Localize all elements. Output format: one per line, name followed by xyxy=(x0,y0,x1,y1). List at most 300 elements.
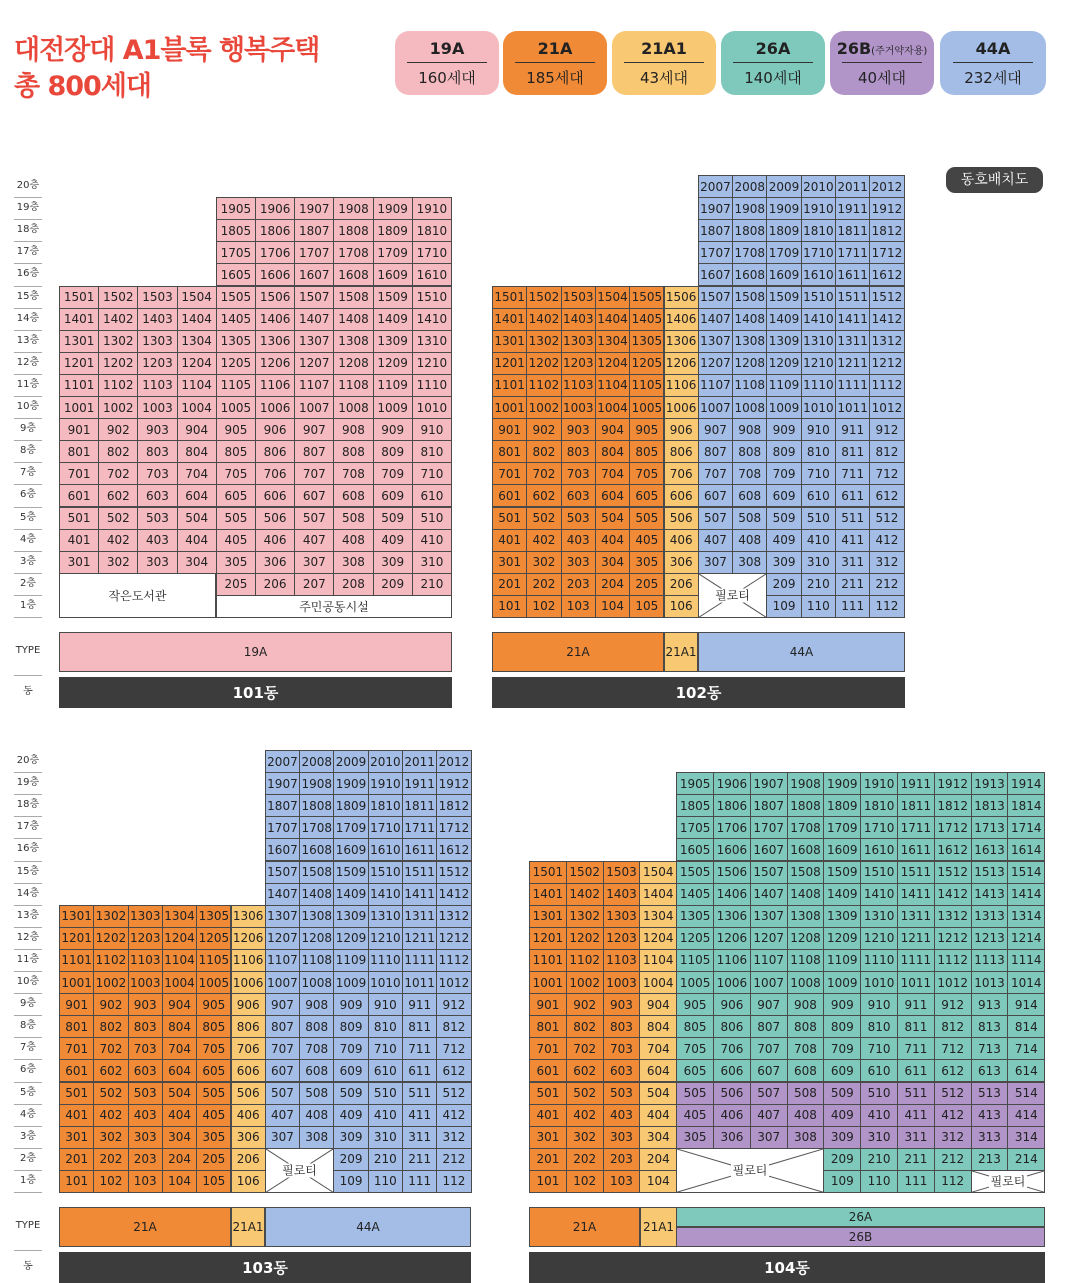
unit-cell: 1008 xyxy=(299,971,334,994)
unit-cell: 1012 xyxy=(436,971,471,994)
unit-cell: 1211 xyxy=(402,927,437,950)
unit-cell: 1514 xyxy=(1007,861,1045,884)
unit-cell: 801 xyxy=(59,1015,94,1038)
unit-cell: 403 xyxy=(128,1104,163,1127)
unit-cell: 1304 xyxy=(595,330,630,353)
unit-cell: 1710 xyxy=(368,816,403,839)
unit-cell: 2008 xyxy=(299,750,334,773)
unit-cell: 313 xyxy=(971,1126,1009,1149)
unit-cell: 810 xyxy=(860,1015,898,1038)
unit-cell: 204 xyxy=(639,1148,677,1171)
unit-cell: 2007 xyxy=(265,750,300,773)
unit-cell: 804 xyxy=(595,440,630,463)
unit-cell: 1303 xyxy=(603,905,641,928)
unit-cell: 1607 xyxy=(265,838,300,861)
unit-cell: 1208 xyxy=(732,352,767,375)
unit-cell: 509 xyxy=(766,507,801,530)
unit-cell: 1907 xyxy=(750,772,788,795)
legend-item-44a xyxy=(940,31,1046,95)
unit-cell: 1103 xyxy=(603,949,641,972)
unit-cell: 311 xyxy=(402,1126,437,1149)
unit-cell: 508 xyxy=(299,1082,334,1105)
unit-cell: 1306 xyxy=(231,905,266,928)
legend-count: 185세대 xyxy=(526,69,584,87)
pilotis-block xyxy=(265,1148,334,1193)
unit-cell: 203 xyxy=(128,1148,163,1171)
unit-cell: 1109 xyxy=(373,374,413,397)
unit-cell: 610 xyxy=(801,484,836,507)
unit-cell: 605 xyxy=(216,484,256,507)
unit-cell: 112 xyxy=(934,1170,972,1193)
unit-cell: 1908 xyxy=(333,197,373,220)
unit-cell: 1201 xyxy=(59,352,99,375)
unit-cell: 1506 xyxy=(255,286,295,309)
unit-cell: 1110 xyxy=(412,374,452,397)
legend-item-21a xyxy=(503,31,607,95)
unit-cell: 1004 xyxy=(177,396,217,419)
unit-cell: 410 xyxy=(860,1104,898,1127)
unit-cell: 1910 xyxy=(368,772,403,795)
unit-cell: 309 xyxy=(373,551,413,574)
unit-cell: 809 xyxy=(373,440,413,463)
unit-cell: 613 xyxy=(971,1059,1009,1082)
unit-cell: 1006 xyxy=(255,396,295,419)
unit-cell: 1607 xyxy=(750,838,788,861)
unit-cell: 903 xyxy=(128,993,163,1016)
unit-cell: 301 xyxy=(529,1126,567,1149)
unit-cell: 1108 xyxy=(787,949,825,972)
unit-cell: 1301 xyxy=(529,905,567,928)
unit-cell: 703 xyxy=(128,1037,163,1060)
legend-divider xyxy=(733,62,812,63)
unit-cell: 409 xyxy=(333,1104,368,1127)
unit-cell: 704 xyxy=(162,1037,197,1060)
unit-cell: 1106 xyxy=(231,949,266,972)
unit-cell: 505 xyxy=(216,507,256,530)
unit-cell: 1011 xyxy=(897,971,935,994)
unit-cell: 1806 xyxy=(255,219,295,242)
unit-cell: 902 xyxy=(98,418,138,441)
unit-cell: 706 xyxy=(255,462,295,485)
bottom-floor-label: 15층 xyxy=(16,865,40,877)
unit-cell: 1403 xyxy=(137,308,177,331)
unit-cell: 1303 xyxy=(128,905,163,928)
unit-cell: 708 xyxy=(299,1037,334,1060)
unit-cell: 1406 xyxy=(255,308,295,331)
building-name: 104동 xyxy=(529,1252,1045,1283)
unit-cell: 1110 xyxy=(860,949,898,972)
unit-cell: 602 xyxy=(98,484,138,507)
unit-cell: 1102 xyxy=(98,374,138,397)
unit-cell: 109 xyxy=(823,1170,861,1193)
unit-cell: 905 xyxy=(216,418,256,441)
unit-cell: 511 xyxy=(402,1082,437,1105)
unit-cell: 1204 xyxy=(595,352,630,375)
unit-cell: 304 xyxy=(177,551,217,574)
unit-cell: 605 xyxy=(676,1059,714,1082)
unit-cell: 1208 xyxy=(299,927,334,950)
legend-item-26b xyxy=(830,31,934,95)
unit-cell: 1302 xyxy=(98,330,138,353)
unit-cell: 1111 xyxy=(897,949,935,972)
bottom-floor-label: 14층 xyxy=(16,887,40,899)
unit-cell: 1405 xyxy=(629,308,664,331)
bottom-floor-label: 5층 xyxy=(19,1086,37,1098)
unit-cell: 1508 xyxy=(787,861,825,884)
unit-cell: 703 xyxy=(603,1037,641,1060)
unit-cell: 712 xyxy=(934,1037,972,1060)
unit-cell: 1301 xyxy=(59,905,94,928)
unit-cell: 1411 xyxy=(897,883,935,906)
unit-cell: 1611 xyxy=(897,838,935,861)
unit-cell: 1408 xyxy=(333,308,373,331)
unit-cell: 401 xyxy=(492,529,527,552)
legend-count: 43세대 xyxy=(639,69,689,87)
unit-cell: 603 xyxy=(561,484,596,507)
unit-cell: 802 xyxy=(526,440,561,463)
unit-cell: 1410 xyxy=(860,883,898,906)
unit-cell: 702 xyxy=(566,1037,604,1060)
unit-cell: 2012 xyxy=(436,750,471,773)
unit-cell: 1309 xyxy=(766,330,801,353)
unit-cell: 809 xyxy=(766,440,801,463)
unit-cell: 1007 xyxy=(294,396,334,419)
unit-cell: 1608 xyxy=(299,838,334,861)
unit-cell: 1108 xyxy=(299,949,334,972)
unit-cell: 705 xyxy=(196,1037,231,1060)
unit-cell: 1807 xyxy=(294,219,334,242)
unit-cell: 1504 xyxy=(639,861,677,884)
unit-cell: 2008 xyxy=(732,175,767,198)
unit-cell: 1212 xyxy=(436,927,471,950)
unit-cell: 1612 xyxy=(934,838,972,861)
unit-cell: 910 xyxy=(412,418,452,441)
unit-cell: 1504 xyxy=(177,286,217,309)
unit-cell: 513 xyxy=(971,1082,1009,1105)
unit-cell: 1813 xyxy=(971,794,1009,817)
type-bar-26b: 26B xyxy=(676,1227,1045,1247)
unit-cell: 1205 xyxy=(629,352,664,375)
unit-cell: 703 xyxy=(137,462,177,485)
unit-cell: 1406 xyxy=(713,883,751,906)
bottom-floor-label: 3층 xyxy=(19,1130,37,1142)
unit-cell: 111 xyxy=(897,1170,935,1193)
unit-cell: 1411 xyxy=(402,883,437,906)
unit-cell: 506 xyxy=(231,1082,266,1105)
unit-cell: 908 xyxy=(299,993,334,1016)
unit-cell: 514 xyxy=(1007,1082,1045,1105)
page-title-line2: 총 800세대 xyxy=(14,71,152,102)
unit-cell: 1108 xyxy=(732,374,767,397)
unit-cell: 1911 xyxy=(402,772,437,795)
unit-cell: 309 xyxy=(823,1126,861,1149)
unit-cell: 1308 xyxy=(333,330,373,353)
bottom-floor-label: 16층 xyxy=(16,843,40,855)
unit-cell: 1508 xyxy=(299,861,334,884)
unit-cell: 911 xyxy=(402,993,437,1016)
unit-cell: 1907 xyxy=(265,772,300,795)
unit-cell: 1006 xyxy=(713,971,751,994)
unit-cell: 405 xyxy=(216,529,256,552)
unit-cell: 1309 xyxy=(373,330,413,353)
top-floor-label: 11층 xyxy=(16,378,40,390)
unit-cell: 1105 xyxy=(216,374,256,397)
unit-cell: 510 xyxy=(860,1082,898,1105)
unit-cell: 1401 xyxy=(492,308,527,331)
unit-cell: 1307 xyxy=(265,905,300,928)
unit-cell: 1814 xyxy=(1007,794,1045,817)
unit-cell: 803 xyxy=(603,1015,641,1038)
unit-cell: 1707 xyxy=(294,241,334,264)
unit-cell: 1005 xyxy=(676,971,714,994)
building-name: 102동 xyxy=(492,677,905,708)
unit-cell: 1001 xyxy=(529,971,567,994)
unit-cell: 1707 xyxy=(698,241,733,264)
unit-cell: 404 xyxy=(177,529,217,552)
unit-cell: 903 xyxy=(561,418,596,441)
unit-cell: 101 xyxy=(492,595,527,618)
unit-cell: 1111 xyxy=(835,374,870,397)
unit-cell: 601 xyxy=(59,1059,94,1082)
unit-cell: 808 xyxy=(787,1015,825,1038)
unit-cell: 102 xyxy=(566,1170,604,1193)
unit-cell: 707 xyxy=(698,462,733,485)
unit-cell: 103 xyxy=(561,595,596,618)
unit-cell: 912 xyxy=(436,993,471,1016)
unit-cell: 802 xyxy=(93,1015,128,1038)
unit-cell: 502 xyxy=(526,507,561,530)
unit-cell: 912 xyxy=(869,418,904,441)
unit-cell: 1212 xyxy=(869,352,904,375)
unit-cell: 206 xyxy=(664,573,699,596)
unit-cell: 1010 xyxy=(368,971,403,994)
unit-cell: 1805 xyxy=(216,219,256,242)
unit-cell: 1806 xyxy=(713,794,751,817)
unit-cell: 503 xyxy=(561,507,596,530)
unit-cell: 1401 xyxy=(59,308,99,331)
bottom-type-row-label: TYPE xyxy=(15,1220,41,1231)
unit-cell: 702 xyxy=(93,1037,128,1060)
unit-cell: 202 xyxy=(93,1148,128,1171)
unit-cell: 1204 xyxy=(177,352,217,375)
unit-cell: 1003 xyxy=(137,396,177,419)
unit-cell: 1606 xyxy=(255,263,295,286)
unit-cell: 1512 xyxy=(934,861,972,884)
unit-cell: 1709 xyxy=(823,816,861,839)
unit-cell: 610 xyxy=(368,1059,403,1082)
unit-cell: 1611 xyxy=(402,838,437,861)
unit-cell: 1312 xyxy=(869,330,904,353)
unit-cell: 1609 xyxy=(766,263,801,286)
unit-cell: 1908 xyxy=(732,197,767,220)
unit-cell: 904 xyxy=(595,418,630,441)
unit-cell: 1203 xyxy=(603,927,641,950)
unit-cell: 1411 xyxy=(835,308,870,331)
unit-cell: 1705 xyxy=(216,241,256,264)
unit-cell: 1003 xyxy=(128,971,163,994)
unit-cell: 704 xyxy=(595,462,630,485)
unit-cell: 1305 xyxy=(196,905,231,928)
pilotis-label: 필로티 xyxy=(282,1163,317,1178)
unit-cell: 303 xyxy=(137,551,177,574)
unit-cell: 1201 xyxy=(492,352,527,375)
unit-cell: 109 xyxy=(766,595,801,618)
unit-cell: 212 xyxy=(436,1148,471,1171)
unit-cell: 105 xyxy=(629,595,664,618)
legend-type: 44A xyxy=(975,39,1011,58)
unit-cell: 1410 xyxy=(412,308,452,331)
unit-cell: 708 xyxy=(333,462,373,485)
unit-cell: 1102 xyxy=(526,374,561,397)
unit-cell: 401 xyxy=(59,1104,94,1127)
unit-cell: 1407 xyxy=(265,883,300,906)
unit-cell: 511 xyxy=(835,507,870,530)
amenity-label: 작은도서관 xyxy=(59,573,216,618)
unit-cell: 412 xyxy=(934,1104,972,1127)
unit-cell: 1106 xyxy=(664,374,699,397)
unit-cell: 1106 xyxy=(713,949,751,972)
unit-cell: 801 xyxy=(529,1015,567,1038)
unit-cell: 911 xyxy=(897,993,935,1016)
unit-cell: 912 xyxy=(934,993,972,1016)
unit-cell: 1312 xyxy=(934,905,972,928)
unit-cell: 1104 xyxy=(162,949,197,972)
type-bar-21a1: 21A1 xyxy=(231,1207,265,1247)
unit-cell: 1507 xyxy=(750,861,788,884)
unit-cell: 402 xyxy=(93,1104,128,1127)
unit-cell: 1605 xyxy=(676,838,714,861)
unit-cell: 807 xyxy=(294,440,334,463)
unit-cell: 1013 xyxy=(971,971,1009,994)
unit-cell: 505 xyxy=(629,507,664,530)
unit-cell: 110 xyxy=(860,1170,898,1193)
pilotis-block xyxy=(676,1148,824,1193)
unit-cell: 1809 xyxy=(333,794,368,817)
unit-cell: 1203 xyxy=(561,352,596,375)
unit-cell: 1007 xyxy=(698,396,733,419)
unit-cell: 1408 xyxy=(299,883,334,906)
unit-cell: 201 xyxy=(529,1148,567,1171)
top-floor-divider xyxy=(14,675,42,676)
top-floor-label: 17층 xyxy=(16,246,40,258)
unit-cell: 1306 xyxy=(664,330,699,353)
unit-cell: 1404 xyxy=(177,308,217,331)
unit-cell: 1707 xyxy=(750,816,788,839)
unit-cell: 403 xyxy=(561,529,596,552)
unit-cell: 1509 xyxy=(823,861,861,884)
top-type-row-label: TYPE xyxy=(15,645,41,656)
unit-cell: 408 xyxy=(299,1104,334,1127)
unit-cell: 1612 xyxy=(436,838,471,861)
unit-cell: 1101 xyxy=(529,949,567,972)
top-floor-label: 14층 xyxy=(16,312,40,324)
unit-cell: 406 xyxy=(255,529,295,552)
unit-cell: 508 xyxy=(333,507,373,530)
unit-cell: 1503 xyxy=(603,861,641,884)
unit-cell: 411 xyxy=(835,529,870,552)
unit-cell: 910 xyxy=(860,993,898,1016)
unit-cell: 1206 xyxy=(255,352,295,375)
unit-cell: 1812 xyxy=(934,794,972,817)
unit-cell: 210 xyxy=(368,1148,403,1171)
unit-cell: 1313 xyxy=(971,905,1009,928)
unit-cell: 503 xyxy=(137,507,177,530)
unit-cell: 1502 xyxy=(98,286,138,309)
unit-cell: 307 xyxy=(698,551,733,574)
unit-cell: 906 xyxy=(255,418,295,441)
unit-cell: 308 xyxy=(732,551,767,574)
unit-cell: 1105 xyxy=(629,374,664,397)
unit-cell: 905 xyxy=(196,993,231,1016)
unit-cell: 1708 xyxy=(732,241,767,264)
unit-cell: 1707 xyxy=(265,816,300,839)
unit-cell: 504 xyxy=(177,507,217,530)
unit-cell: 509 xyxy=(373,507,413,530)
unit-cell: 1209 xyxy=(333,927,368,950)
unit-cell: 1208 xyxy=(333,352,373,375)
unit-cell: 304 xyxy=(639,1126,677,1149)
unit-cell: 102 xyxy=(93,1170,128,1193)
unit-cell: 1413 xyxy=(971,883,1009,906)
unit-cell: 507 xyxy=(294,507,334,530)
unit-cell: 607 xyxy=(698,484,733,507)
unit-cell: 909 xyxy=(823,993,861,1016)
unit-cell: 406 xyxy=(713,1104,751,1127)
unit-cell: 112 xyxy=(869,595,904,618)
pilotis-label: 필로티 xyxy=(990,1174,1026,1189)
unit-cell: 307 xyxy=(750,1126,788,1149)
unit-cell: 1010 xyxy=(801,396,836,419)
unit-cell: 711 xyxy=(897,1037,935,1060)
unit-cell: 1808 xyxy=(787,794,825,817)
unit-cell: 309 xyxy=(766,551,801,574)
unit-cell: 1304 xyxy=(162,905,197,928)
unit-cell: 904 xyxy=(162,993,197,1016)
unit-cell: 1809 xyxy=(373,219,413,242)
unit-cell: 1914 xyxy=(1007,772,1045,795)
unit-cell: 510 xyxy=(368,1082,403,1105)
unit-cell: 1110 xyxy=(801,374,836,397)
unit-cell: 1409 xyxy=(823,883,861,906)
unit-cell: 1906 xyxy=(255,197,295,220)
unit-cell: 1310 xyxy=(860,905,898,928)
unit-cell: 110 xyxy=(801,595,836,618)
unit-cell: 1606 xyxy=(713,838,751,861)
unit-cell: 1002 xyxy=(93,971,128,994)
unit-cell: 110 xyxy=(368,1170,403,1193)
unit-cell: 209 xyxy=(766,573,801,596)
unit-cell: 511 xyxy=(897,1082,935,1105)
unit-cell: 903 xyxy=(603,993,641,1016)
unit-cell: 205 xyxy=(629,573,664,596)
unit-cell: 706 xyxy=(231,1037,266,1060)
unit-cell: 508 xyxy=(787,1082,825,1105)
bottom-dong-row-label: 동 xyxy=(23,1261,33,1272)
unit-cell: 1014 xyxy=(1007,971,1045,994)
unit-cell: 1206 xyxy=(713,927,751,950)
unit-cell: 1710 xyxy=(412,241,452,264)
unit-cell: 612 xyxy=(436,1059,471,1082)
unit-cell: 204 xyxy=(595,573,630,596)
unit-cell: 213 xyxy=(971,1148,1009,1171)
top-floor-label: 9층 xyxy=(19,423,37,435)
legend-type: 21A1 xyxy=(641,39,687,58)
pilotis-label: 필로티 xyxy=(732,1163,768,1178)
unit-cell: 1405 xyxy=(216,308,256,331)
unit-cell: 901 xyxy=(59,418,99,441)
unit-cell: 203 xyxy=(603,1148,641,1171)
unit-cell: 1706 xyxy=(255,241,295,264)
